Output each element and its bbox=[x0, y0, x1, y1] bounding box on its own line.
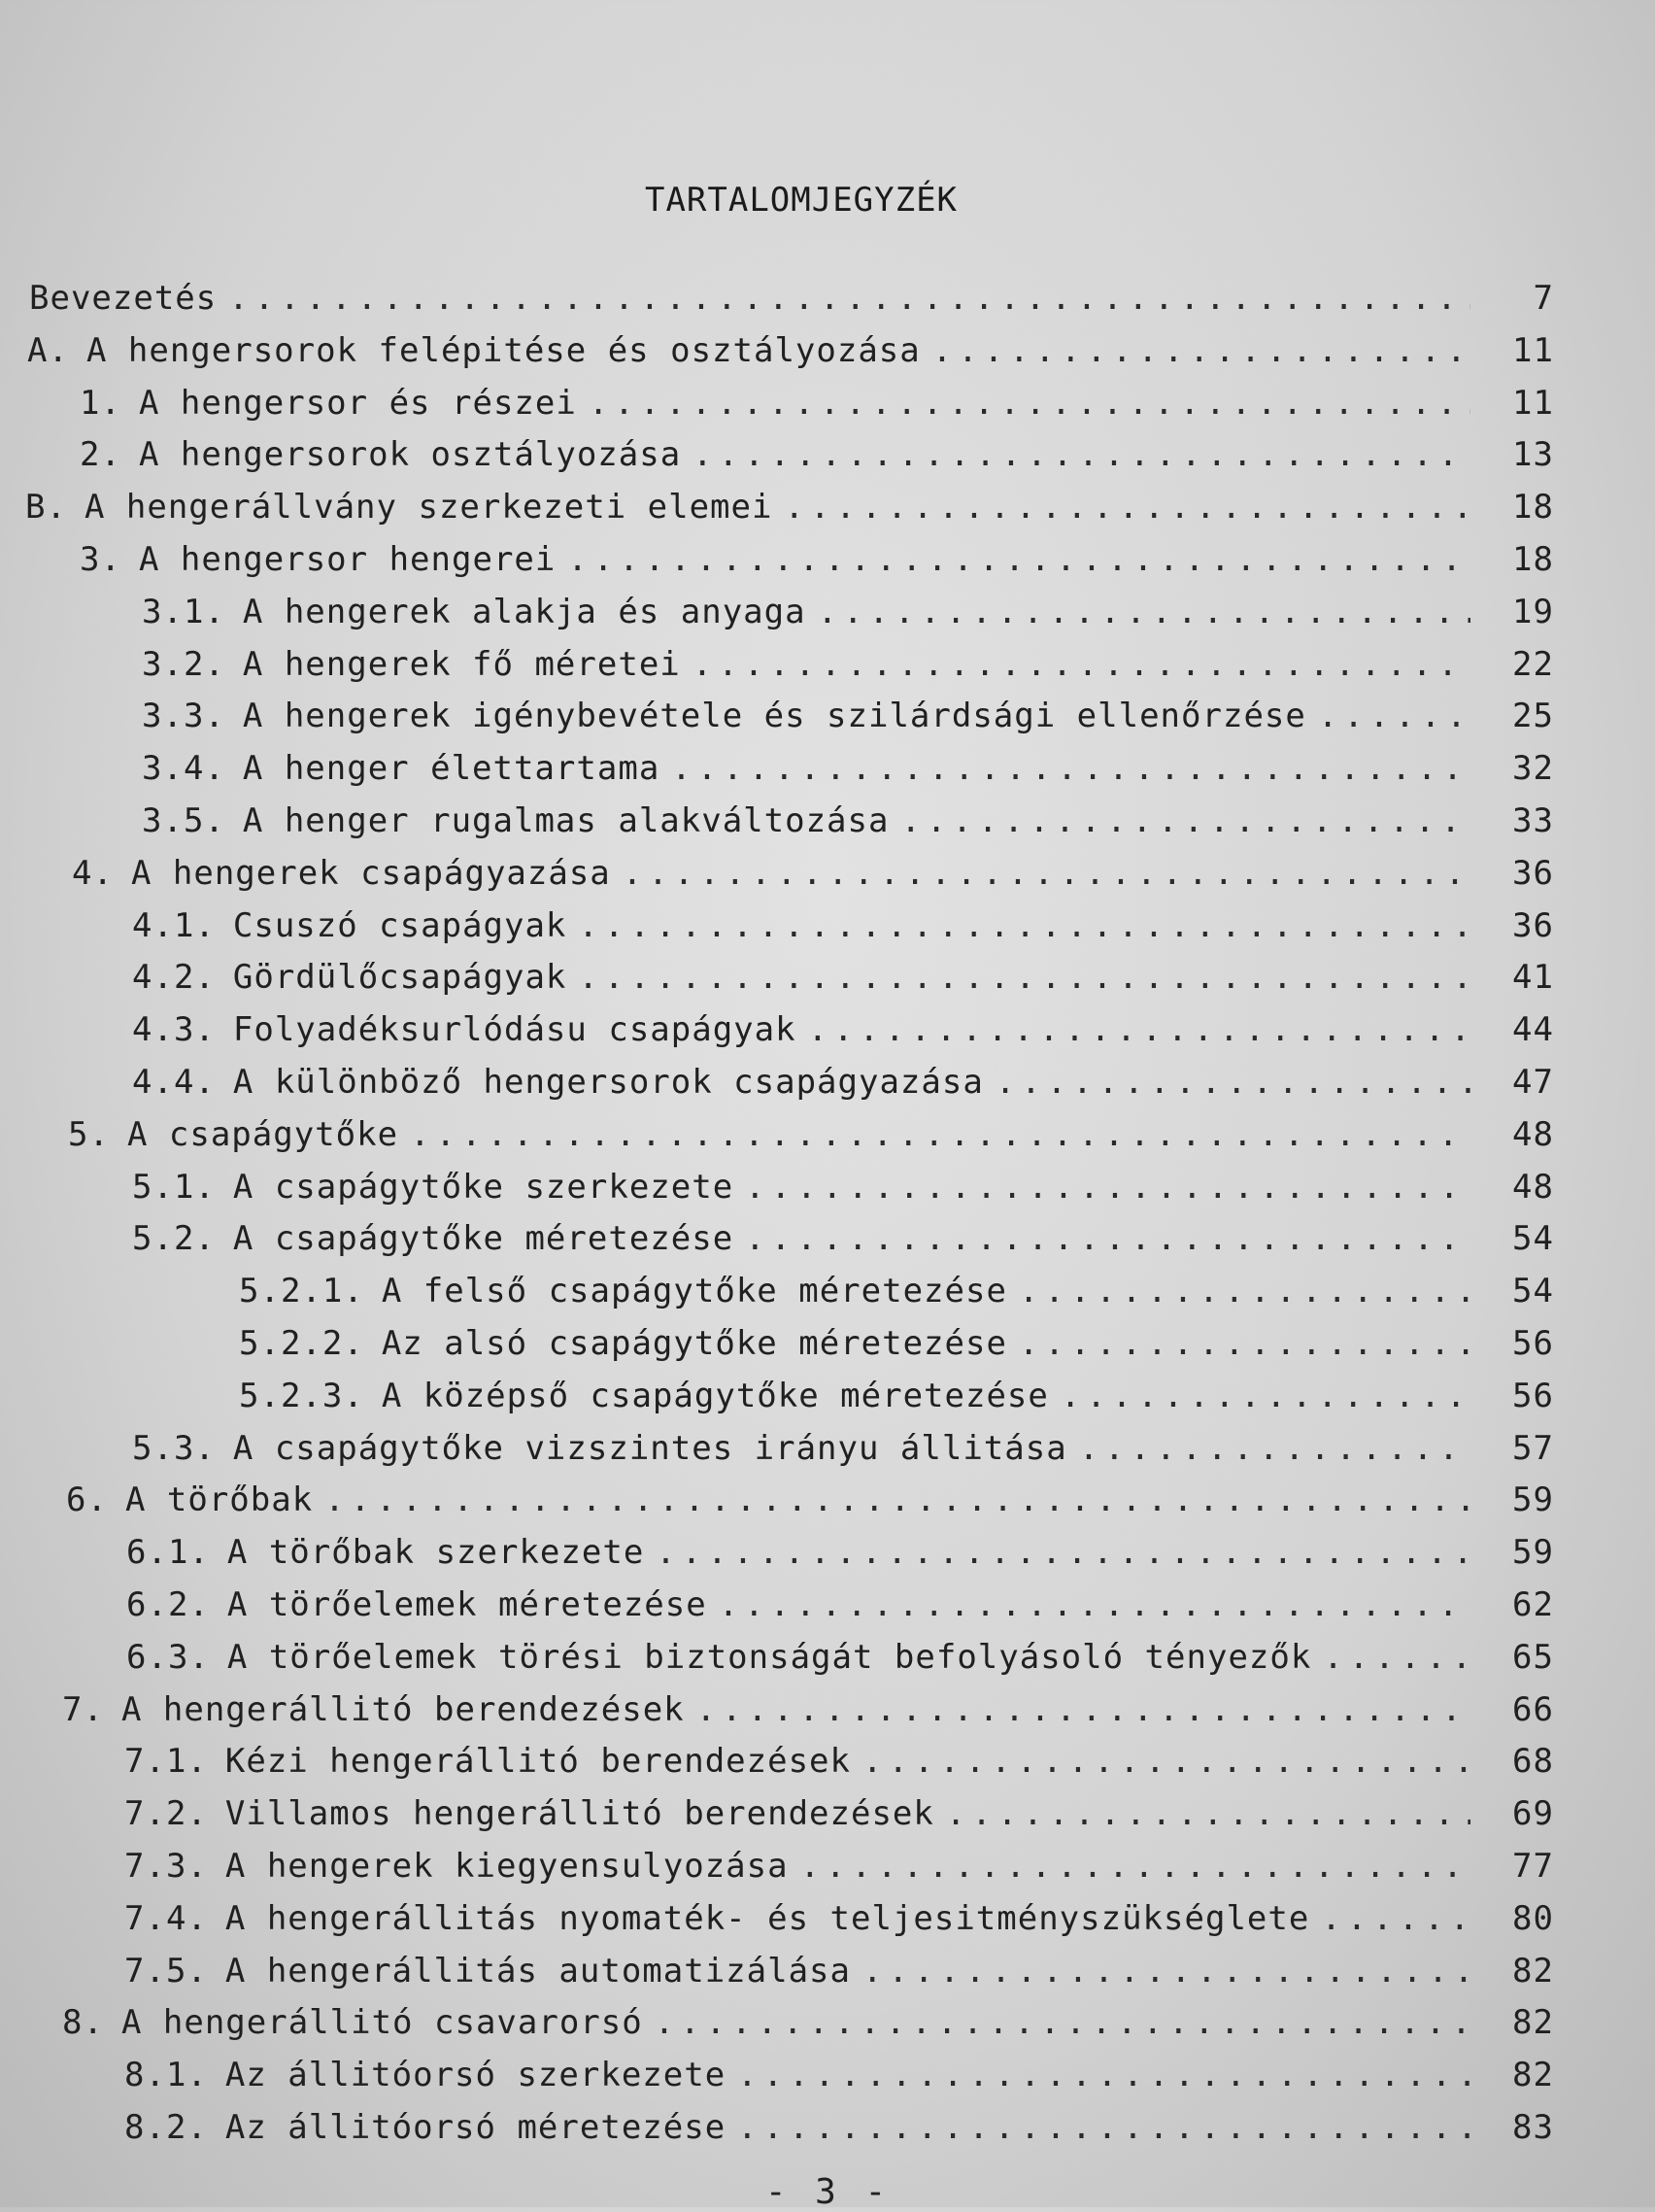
toc-entry bbox=[80, 430, 1554, 479]
toc-entry-page-number: 48 bbox=[1512, 1115, 1554, 1154]
toc-entry bbox=[62, 1998, 1554, 2047]
dot-leader bbox=[1318, 692, 1470, 740]
toc-entry-title: A csapágytőke bbox=[126, 1115, 399, 1154]
toc-entry bbox=[124, 2051, 1554, 2099]
toc-entry-number: 4.1. bbox=[132, 906, 216, 945]
toc-entry bbox=[126, 1528, 1554, 1577]
toc-entry-number: 7.1. bbox=[124, 1742, 208, 1781]
toc-entry-page-number: 18 bbox=[1512, 488, 1554, 527]
toc-entry bbox=[29, 274, 1554, 323]
toc-entry-page-number: 59 bbox=[1512, 1533, 1554, 1572]
toc-entry-number: 8. bbox=[62, 2003, 104, 2042]
toc-entry-title: A csapágytőke vizszintes irányu állitása bbox=[232, 1429, 1067, 1468]
toc-entry-title: A hengerek csapágyazása bbox=[130, 854, 611, 893]
toc-entry-page-number: 80 bbox=[1512, 1899, 1554, 1938]
toc-entry-title: A hengersorok osztályozása bbox=[138, 435, 682, 474]
toc-entry bbox=[124, 1737, 1554, 1786]
toc-entry-number: 2. bbox=[80, 435, 121, 474]
toc-entry-title: Bevezetés bbox=[29, 279, 218, 318]
toc-entry bbox=[142, 588, 1554, 636]
dot-leader bbox=[589, 379, 1470, 427]
toc-entry-number: 7.2. bbox=[124, 1794, 208, 1833]
dot-leader bbox=[784, 483, 1470, 531]
toc-entry-title: A henger rugalmas alakváltozása bbox=[242, 801, 890, 840]
toc-entry bbox=[132, 953, 1554, 1002]
dot-leader bbox=[692, 640, 1470, 689]
dot-leader bbox=[567, 535, 1470, 584]
toc-entry-title: A hengersor és részei bbox=[138, 384, 577, 423]
toc-entry bbox=[132, 1005, 1554, 1054]
toc-entry-title: A hengerállitás nyomaték- és teljesitményszükséglete bbox=[224, 1899, 1310, 1938]
toc-entry-page-number: 69 bbox=[1512, 1794, 1554, 1833]
toc-entry-title: Az állitóorsó szerkezete bbox=[224, 2056, 726, 2094]
toc-entry-title: A hengerek fő méretei bbox=[242, 645, 681, 684]
toc-entry-title: A hengerállvány szerkezeti elemei bbox=[84, 488, 773, 527]
toc-entry-page-number: 59 bbox=[1512, 1480, 1554, 1519]
toc-entry bbox=[132, 1163, 1554, 1211]
toc-entry bbox=[124, 1894, 1554, 1943]
toc-entry-page-number: 36 bbox=[1512, 854, 1554, 893]
toc-entry-title: A különböző hengersorok csapágyazása bbox=[232, 1063, 984, 1102]
toc-entry-number: 3.4. bbox=[142, 749, 225, 788]
dot-leader bbox=[818, 588, 1470, 636]
toc-entry-number: 6.3. bbox=[126, 1638, 210, 1677]
toc-entry-title: Csuszó csapágyak bbox=[232, 906, 567, 945]
toc-entry-title: A törőelemek méretezése bbox=[226, 1585, 707, 1624]
toc-entry-page-number: 54 bbox=[1512, 1272, 1554, 1310]
dot-leader bbox=[1079, 1424, 1470, 1473]
page-number-footer: - 3 - bbox=[764, 2172, 891, 2212]
toc-entry bbox=[142, 744, 1554, 793]
toc-entry-page-number: 7 bbox=[1533, 279, 1554, 318]
toc-entry-title: Az állitóorsó méretezése bbox=[224, 2108, 726, 2147]
toc-entry-number: A. bbox=[27, 331, 69, 370]
toc-entry-title: A hengersor hengerei bbox=[138, 540, 557, 579]
toc-entry-title: Az alsó csapágytőke méretezése bbox=[381, 1324, 1007, 1363]
toc-entry-title: A hengerállitás automatizálása bbox=[224, 1952, 851, 1991]
toc-entry-number: 3. bbox=[80, 540, 121, 579]
dot-leader bbox=[623, 849, 1470, 898]
toc-entry-page-number: 11 bbox=[1512, 384, 1554, 423]
toc-entry-title: A törőelemek törési biztonságát befolyásoló tényezők bbox=[226, 1638, 1312, 1677]
toc-entry-page-number: 41 bbox=[1512, 958, 1554, 997]
toc-entry-page-number: 11 bbox=[1512, 331, 1554, 370]
toc-entry-number: 7.3. bbox=[124, 1847, 208, 1886]
dot-leader bbox=[737, 2103, 1470, 2152]
toc-entry-title: A csapágytőke szerkezete bbox=[232, 1168, 734, 1207]
toc-entry bbox=[239, 1372, 1554, 1420]
toc-entry-page-number: 22 bbox=[1512, 645, 1554, 684]
dot-leader bbox=[228, 274, 1470, 323]
dot-leader bbox=[1061, 1372, 1470, 1420]
dot-leader bbox=[719, 1581, 1470, 1629]
toc-entry-title: Gördülőcsapágyak bbox=[232, 958, 567, 997]
toc-entry-number: 3.1. bbox=[142, 593, 225, 631]
toc-entry-page-number: 56 bbox=[1512, 1324, 1554, 1363]
toc-entry-page-number: 13 bbox=[1512, 435, 1554, 474]
toc-entry-number: 6. bbox=[66, 1480, 108, 1519]
toc-entry bbox=[124, 1842, 1554, 1890]
page-title: TARTALOMJEGYZÉK bbox=[644, 181, 959, 220]
toc-entry bbox=[62, 1685, 1554, 1734]
toc-entry-title: A hengerállitó berendezések bbox=[120, 1690, 685, 1729]
toc-entry-title: A törőbak szerkezete bbox=[226, 1533, 645, 1572]
toc-entry-page-number: 82 bbox=[1512, 2056, 1554, 2094]
toc-entry-title: A henger élettartama bbox=[242, 749, 660, 788]
dot-leader bbox=[1321, 1894, 1470, 1943]
dot-leader bbox=[410, 1110, 1470, 1159]
toc-entry-title: Folyadéksurlódásu csapágyak bbox=[232, 1010, 796, 1049]
toc-entry-number: 4.4. bbox=[132, 1063, 216, 1102]
dot-leader bbox=[862, 1737, 1470, 1786]
toc-entry-number: 6.2. bbox=[126, 1585, 210, 1624]
dot-leader bbox=[808, 1005, 1470, 1054]
toc-entry bbox=[124, 1789, 1554, 1838]
toc-entry-number: 5.3. bbox=[132, 1429, 216, 1468]
dot-leader bbox=[745, 1214, 1470, 1263]
dot-leader bbox=[900, 797, 1470, 845]
toc-entry-page-number: 48 bbox=[1512, 1168, 1554, 1207]
toc-entry-number: 4.3. bbox=[132, 1010, 216, 1049]
toc-entry bbox=[27, 326, 1554, 375]
dot-leader bbox=[1019, 1319, 1470, 1368]
toc-entry-title: A hengerek igénybevétele és szilárdsági ellenőrzése bbox=[242, 697, 1306, 735]
toc-entry bbox=[126, 1633, 1554, 1682]
toc-entry bbox=[25, 483, 1554, 531]
dot-leader bbox=[656, 1528, 1470, 1577]
toc-entry-title: A hengerek kiegyensulyozása bbox=[224, 1847, 789, 1886]
toc-entry-page-number: 82 bbox=[1512, 2003, 1554, 2042]
toc-entry bbox=[66, 1476, 1554, 1524]
toc-entry-number: B. bbox=[25, 488, 67, 527]
dot-leader bbox=[737, 2051, 1470, 2099]
toc-entry-number: 7.5. bbox=[124, 1952, 208, 1991]
toc-entry bbox=[239, 1267, 1554, 1315]
toc-entry-number: 5.2.1. bbox=[239, 1272, 364, 1310]
toc-entry-title: Villamos hengerállitó berendezések bbox=[224, 1794, 934, 1833]
toc-entry-number: 5. bbox=[68, 1115, 110, 1154]
toc-entry-number: 5.2.3. bbox=[239, 1377, 364, 1415]
toc-entry-title: A törőbak bbox=[124, 1480, 314, 1519]
toc-entry bbox=[142, 797, 1554, 845]
toc-entry-title: A felső csapágytőke méretezése bbox=[381, 1272, 1007, 1310]
toc-entry-title: A csapágytőke méretezése bbox=[232, 1219, 734, 1258]
toc-entry-page-number: 19 bbox=[1512, 593, 1554, 631]
toc-entry-number: 3.3. bbox=[142, 697, 225, 735]
toc-entry-page-number: 36 bbox=[1512, 906, 1554, 945]
dot-leader bbox=[655, 1998, 1470, 2047]
toc-entry-page-number: 57 bbox=[1512, 1429, 1554, 1468]
toc-entry bbox=[142, 640, 1554, 689]
dot-leader bbox=[324, 1476, 1470, 1524]
toc-entry bbox=[142, 692, 1554, 740]
toc-entry-title: A középső csapágytőke méretezése bbox=[381, 1377, 1049, 1415]
dot-leader bbox=[578, 902, 1470, 950]
toc-entry-page-number: 54 bbox=[1512, 1219, 1554, 1258]
toc-entry-number: 5.2.2. bbox=[239, 1324, 364, 1363]
toc-entry-title: Kézi hengerállitó berendezések bbox=[224, 1742, 851, 1781]
toc-entry-number: 6.1. bbox=[126, 1533, 210, 1572]
toc-entry-page-number: 65 bbox=[1512, 1638, 1554, 1677]
toc-entry-page-number: 33 bbox=[1512, 801, 1554, 840]
toc-entry bbox=[132, 1424, 1554, 1473]
dot-leader bbox=[1019, 1267, 1470, 1315]
dot-leader bbox=[1323, 1633, 1470, 1682]
toc-entry-page-number: 32 bbox=[1512, 749, 1554, 788]
toc-entry-page-number: 68 bbox=[1512, 1742, 1554, 1781]
dot-leader bbox=[996, 1058, 1470, 1106]
dot-leader bbox=[862, 1947, 1470, 1995]
toc-entry-page-number: 56 bbox=[1512, 1377, 1554, 1415]
toc-entry-title: A hengersorok felépitése és osztályozása bbox=[85, 331, 921, 370]
toc-entry-number: 5.1. bbox=[132, 1168, 216, 1207]
toc-entry bbox=[68, 1110, 1554, 1159]
toc-entry-number: 4. bbox=[72, 854, 114, 893]
toc-entry bbox=[239, 1319, 1554, 1368]
toc-entry-number: 8.2. bbox=[124, 2108, 208, 2147]
toc-entry-number: 7.4. bbox=[124, 1899, 208, 1938]
toc-entry-number: 3.2. bbox=[142, 645, 225, 684]
toc-entry-page-number: 83 bbox=[1512, 2108, 1554, 2147]
toc-entry-number: 8.1. bbox=[124, 2056, 208, 2094]
toc-entry bbox=[124, 1947, 1554, 1995]
toc-entry-page-number: 82 bbox=[1512, 1952, 1554, 1991]
toc-entry-number: 4.2. bbox=[132, 958, 216, 997]
toc-entry-page-number: 62 bbox=[1512, 1585, 1554, 1624]
toc-entry bbox=[132, 1058, 1554, 1106]
toc-entry-number: 1. bbox=[80, 384, 121, 423]
dot-leader bbox=[696, 1685, 1470, 1734]
toc-entry-page-number: 18 bbox=[1512, 540, 1554, 579]
toc-entry bbox=[126, 1581, 1554, 1629]
toc-entry bbox=[132, 902, 1554, 950]
dot-leader bbox=[578, 953, 1470, 1002]
toc-entry-page-number: 25 bbox=[1512, 697, 1554, 735]
toc-entry bbox=[80, 379, 1554, 427]
toc-entry bbox=[132, 1214, 1554, 1263]
toc-entry-page-number: 47 bbox=[1512, 1063, 1554, 1102]
dot-leader bbox=[932, 326, 1470, 375]
dot-leader bbox=[946, 1789, 1470, 1838]
dot-leader bbox=[671, 744, 1470, 793]
dot-leader bbox=[692, 430, 1470, 479]
toc-entry-title: A hengerek alakja és anyaga bbox=[242, 593, 806, 631]
toc-entry bbox=[72, 849, 1554, 898]
toc-entry bbox=[124, 2103, 1554, 2152]
toc-entry-page-number: 44 bbox=[1512, 1010, 1554, 1049]
toc-entry-number: 5.2. bbox=[132, 1219, 216, 1258]
toc-entry bbox=[80, 535, 1554, 584]
toc-entry-page-number: 66 bbox=[1512, 1690, 1554, 1729]
dot-leader bbox=[745, 1163, 1470, 1211]
toc-entry-title: A hengerállitó csavarorsó bbox=[120, 2003, 643, 2042]
dot-leader bbox=[800, 1842, 1470, 1890]
toc-entry-number: 7. bbox=[62, 1690, 104, 1729]
toc-entry-number: 3.5. bbox=[142, 801, 225, 840]
toc-entry-page-number: 77 bbox=[1512, 1847, 1554, 1886]
